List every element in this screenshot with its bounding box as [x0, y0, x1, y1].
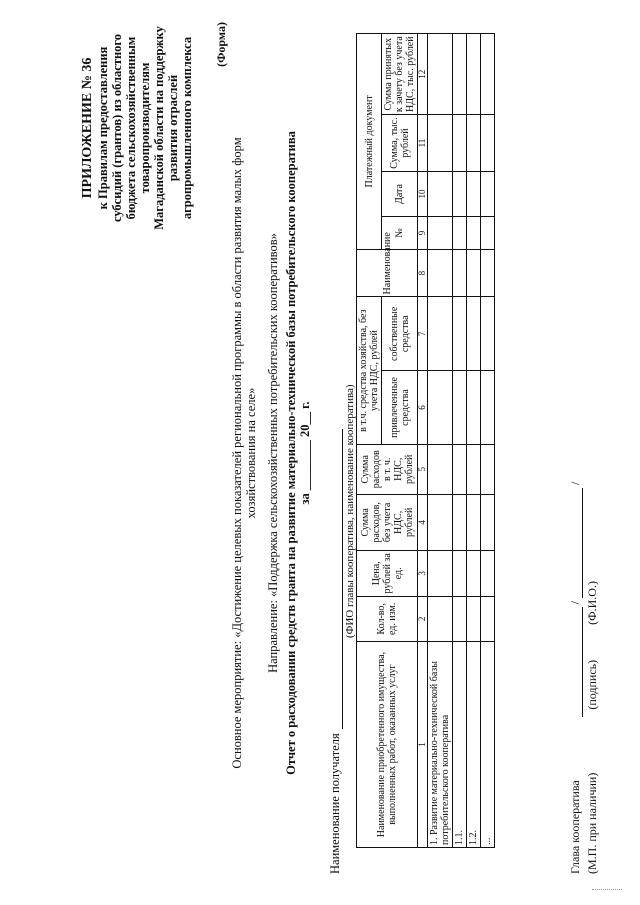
table-cell[interactable]: [428, 171, 453, 217]
table-cell[interactable]: [428, 494, 453, 550]
table-cell[interactable]: [428, 371, 453, 445]
table-cell[interactable]: [467, 444, 481, 494]
main-event-text: Основное мероприятие: «Достижение целевых показателей региональной программы в области развития малых форм: [230, 137, 244, 769]
table-cell[interactable]: [453, 34, 467, 115]
header-cell: Цена, рублей за ед.: [357, 551, 418, 597]
seal-label: (М.П. при наличии): [585, 772, 599, 874]
table-cell[interactable]: [467, 297, 481, 371]
main-event-text-2: хозяйствования на селе»: [244, 387, 258, 519]
column-number: 7: [418, 297, 428, 371]
column-number-row: [418, 34, 428, 848]
recipient-label: Наименование получателя: [328, 733, 342, 874]
table-cell[interactable]: [428, 596, 453, 642]
cooperative-head-row: Глава кооператива / /: [568, 481, 582, 874]
recipient-row: [328, 414, 343, 874]
table-cell[interactable]: [453, 217, 467, 250]
table-cell[interactable]: [428, 217, 453, 250]
rotated-form-sheet: [50, 18, 599, 888]
table-row: [428, 34, 453, 848]
table-cell[interactable]: [481, 249, 495, 297]
cooperative-head-label: Глава кооператива: [568, 780, 582, 874]
recipient-note: (ФИО главы кооператива, наименование кооператива): [344, 384, 356, 638]
table-cell[interactable]: [453, 115, 467, 171]
header-cell: в т.ч. средства хозяйства, без учета НДС, рублей: [357, 297, 382, 444]
table-cell[interactable]: [481, 551, 495, 597]
header-cell: Сумма расходов в т. ч. НДС, рублей: [357, 444, 418, 494]
table-cell[interactable]: [428, 551, 453, 597]
table-cell[interactable]: [481, 371, 495, 445]
column-number: 5: [418, 444, 428, 494]
header-cell: привлеченные средства: [382, 371, 418, 445]
table-row: [467, 34, 481, 848]
header-cell: Платежный документ: [357, 34, 382, 250]
column-number: 6: [418, 371, 428, 445]
header-cell: Сумма принятых к зачету без учета НДС, тыс. рублей: [382, 34, 418, 115]
table-cell[interactable]: [453, 551, 467, 597]
row-label: 1.2.: [467, 642, 481, 848]
column-number: 8: [418, 249, 428, 297]
fio-caption: (Ф.И.О.): [585, 581, 599, 625]
column-number: 4: [418, 494, 428, 550]
table-cell[interactable]: [467, 596, 481, 642]
direction-text: Направление: «Поддержка сельскохозяйственных потребительских кооперативов»: [266, 233, 280, 673]
column-number: 10: [418, 171, 428, 217]
column-number: 9: [418, 217, 428, 250]
column-number: 2: [418, 596, 428, 642]
report-header: [230, 18, 312, 888]
row-label: ...: [481, 642, 495, 848]
table-cell[interactable]: [453, 371, 467, 445]
table-cell[interactable]: [467, 371, 481, 445]
seal-row: [585, 354, 600, 874]
table-cell[interactable]: [467, 115, 481, 171]
form-label: (Форма): [214, 22, 228, 67]
table-cell[interactable]: [481, 217, 495, 250]
appendix-title: ПРИЛОЖЕНИЕ № 36: [80, 57, 95, 199]
table-cell[interactable]: [428, 249, 453, 297]
signature-caption: (подпись): [585, 659, 599, 710]
header-cell: собственные средства: [382, 297, 418, 371]
fio-line[interactable]: [572, 488, 583, 598]
table-cell[interactable]: [481, 444, 495, 494]
table-cell[interactable]: [481, 596, 495, 642]
header-cell: №: [382, 217, 418, 250]
report-title: Отчет о расходовании средств гранта на развитие материально-технической базы потребительского кооператива: [284, 131, 298, 775]
table-header-row: [357, 34, 382, 848]
table-cell[interactable]: [467, 551, 481, 597]
header-cell: Дата: [382, 171, 418, 217]
appendix-block: [80, 18, 194, 238]
table-cell[interactable]: [481, 494, 495, 550]
header-cell: Наименование приобретенного имущества, выполненных работ, оказанных услуг: [357, 642, 418, 848]
table-cell[interactable]: [453, 249, 467, 297]
column-number: 11: [418, 115, 428, 171]
header-cell: Сумма, тыс. рублей: [382, 115, 418, 171]
table-cell[interactable]: [467, 494, 481, 550]
table-cell[interactable]: [428, 34, 453, 115]
table-cell[interactable]: [467, 249, 481, 297]
table-cell[interactable]: [453, 444, 467, 494]
appendix-line: к Правилам предоставления: [96, 46, 110, 210]
appendix-line: товаропроизводителям: [138, 62, 152, 194]
table-cell[interactable]: [481, 297, 495, 371]
appendix-line: развития отраслей: [166, 74, 180, 182]
table-cell[interactable]: [453, 596, 467, 642]
row-label: 1.1.: [453, 642, 467, 848]
expense-table: [356, 33, 495, 848]
appendix-line: Магаданской области на поддержку: [152, 26, 166, 230]
table-cell[interactable]: [467, 34, 481, 115]
recipient-field[interactable]: [330, 429, 343, 729]
table-cell[interactable]: [453, 171, 467, 217]
appendix-line: субсидий (грантов) из областного: [110, 33, 124, 223]
table-cell[interactable]: [481, 171, 495, 217]
table-cell[interactable]: [481, 34, 495, 115]
column-number: 1: [418, 642, 428, 848]
appendix-line: агропромышленного комплекса: [180, 36, 194, 220]
header-cell: Кол-во, ед. изм.: [357, 596, 418, 642]
table-cell[interactable]: [453, 494, 467, 550]
signature-line[interactable]: [572, 607, 583, 717]
table-cell[interactable]: [453, 297, 467, 371]
appendix-line: бюджета сельскохозяйственным: [124, 36, 138, 220]
table-cell[interactable]: [481, 115, 495, 171]
row-label: 1. Развитие материально-технической базы потребительского кооператива: [428, 642, 453, 848]
column-number: 3: [418, 551, 428, 597]
table-cell[interactable]: [467, 217, 481, 250]
scan-mark: [592, 889, 622, 892]
table-row: [453, 34, 467, 848]
table-cell[interactable]: [428, 297, 453, 371]
table-cell[interactable]: [428, 115, 453, 171]
table-cell[interactable]: [467, 171, 481, 217]
header-cell: Наименование: [357, 249, 418, 297]
header-cell: Сумма расходов, без учета НДС, рублей: [357, 494, 418, 550]
table-row: [481, 34, 495, 848]
report-period: за ________ 20__ г.: [298, 401, 312, 505]
column-number: 12: [418, 34, 428, 115]
table-cell[interactable]: [428, 444, 453, 494]
